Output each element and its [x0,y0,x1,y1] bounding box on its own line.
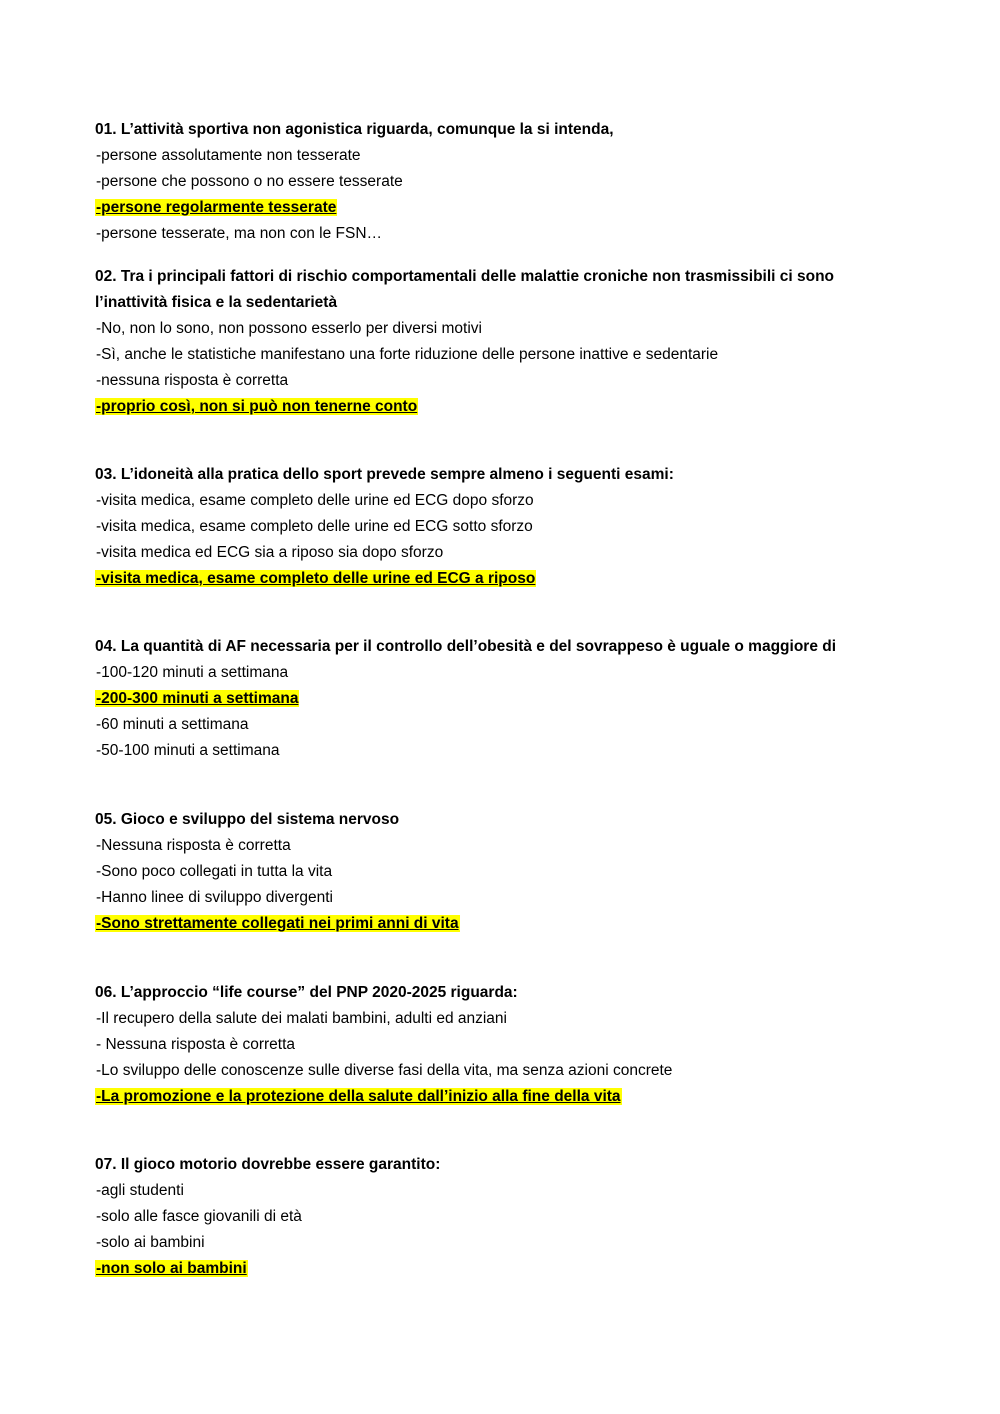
answer-option-correct: -proprio così, non si può non tenerne conto [96,398,418,415]
answer-option: -agli studenti [96,1182,184,1199]
answer-option: -visita medica, esame completo delle urine ed ECG sotto sforzo [96,518,533,535]
answer-option: -nessuna risposta è corretta [96,372,289,389]
question-text: 06. L’approccio “life course” del PNP 2020-2025 riguarda: [95,984,518,1001]
question-text: 03. L’idoneità alla pratica dello sport prevede sempre almeno i seguenti esami: [95,466,674,483]
answer-option: -100-120 minuti a settimana [96,664,289,681]
answer-option: -No, non lo sono, non possono esserlo per diversi motivi [96,320,482,337]
question-02 [95,264,895,420]
answer-option: -Sì, anche le statistiche manifestano una forte riduzione delle persone inattive e sedentarie [96,346,719,363]
answer-option-correct: -Sono strettamente collegati nei primi anni di vita [96,915,459,932]
question-07 [95,1152,895,1282]
question-text: 04. La quantità di AF necessaria per il controllo dell’obesità e del sovrappeso è uguale o maggiore di [95,638,837,655]
answer-option-correct: -200-300 minuti a settimana [96,690,299,707]
answer-option: -50-100 minuti a settimana [96,742,280,759]
answer-option-correct: -visita medica, esame completo delle urine ed ECG a riposo [96,570,536,587]
question-text: 01. L’attività sportiva non agonistica riguarda, comunque la si intenda, [95,121,614,138]
answer-option: -Nessuna risposta è corretta [96,837,291,854]
answer-option: -solo ai bambini [96,1234,205,1251]
question-text: 05. Gioco e sviluppo del sistema nervoso [95,811,400,828]
answer-option-correct: -non solo ai bambini [96,1260,247,1277]
answer-option: -visita medica ed ECG sia a riposo sia dopo sforzo [96,544,444,561]
question-06 [95,980,895,1110]
answer-option: -solo alle fasce giovanili di età [96,1208,302,1225]
answer-option: -Il recupero della salute dei malati bambini, adulti ed anziani [96,1010,507,1027]
answer-option: -persone che possono o no essere tesserate [96,173,403,190]
answer-option: -Sono poco collegati in tutta la vita [96,863,333,880]
question-text: 02. Tra i principali fattori di rischio comportamentali delle malattie croniche non trasmissibili ci sono l’inattività fisica e la sedentarietà [95,268,835,311]
answer-option-correct: -La promozione e la protezione della salute dall’inizio alla fine della vita [96,1088,621,1105]
question-05 [95,807,895,937]
answer-option: -persone assolutamente non tesserate [96,147,361,164]
answer-option: -60 minuti a settimana [96,716,249,733]
answer-option: -Hanno linee di sviluppo divergenti [96,889,333,906]
answer-option: - Nessuna risposta è corretta [96,1036,296,1053]
answer-option: -persone tesserate, ma non con le FSN… [96,225,383,242]
question-text: 07. Il gioco motorio dovrebbe essere garantito: [95,1156,441,1173]
answer-option: -Lo sviluppo delle conoscenze sulle diverse fasi della vita, ma senza azioni concrete [96,1062,673,1079]
answer-option: -visita medica, esame completo delle urine ed ECG dopo sforzo [96,492,534,509]
question-01 [95,117,895,247]
answer-option-correct: -persone regolarmente tesserate [96,199,337,216]
question-04 [95,634,895,764]
question-03 [95,462,895,592]
